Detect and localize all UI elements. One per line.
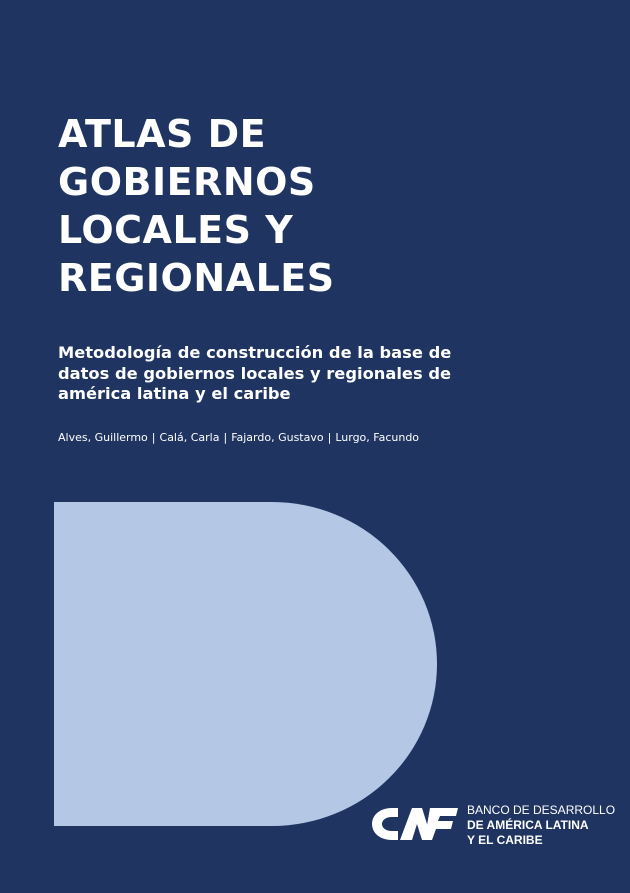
author-name: Fajardo, Gustavo (231, 431, 324, 444)
title-line-1: ATLAS DE (58, 112, 267, 156)
title-line-3: LOCALES Y (58, 208, 294, 252)
subtitle-line-2: datos de gobiernos locales y regionales de (58, 363, 452, 383)
author-separator: | (151, 431, 156, 444)
author-separator: | (223, 431, 228, 444)
caf-logo-mark (370, 804, 460, 844)
report-title (58, 110, 578, 302)
author-separator: | (327, 431, 332, 444)
publisher-name (467, 803, 615, 848)
report-subtitle (58, 343, 528, 405)
caf-logo (370, 800, 620, 850)
title-line-2: GOBIERNOS (58, 160, 316, 204)
publisher-name-line-2: DE AMÉRICA LATINA (467, 818, 589, 832)
title-line-4: REGIONALES (58, 256, 335, 300)
publisher-name-line-3: Y EL CARIBE (467, 833, 543, 847)
author-name: Lurgo, Facundo (335, 431, 420, 444)
subtitle-line-1: Metodología de construcción de la base de (58, 343, 452, 362)
author-name: Calá, Carla (159, 431, 220, 444)
author-name: Alves, Guillermo (58, 431, 148, 444)
subtitle-line-3: américa latina y el caribe (58, 384, 291, 403)
author-list (58, 431, 419, 445)
publisher-name-line-1: BANCO DE DESARROLLO (467, 803, 616, 817)
decorative-d-shape (54, 502, 437, 826)
